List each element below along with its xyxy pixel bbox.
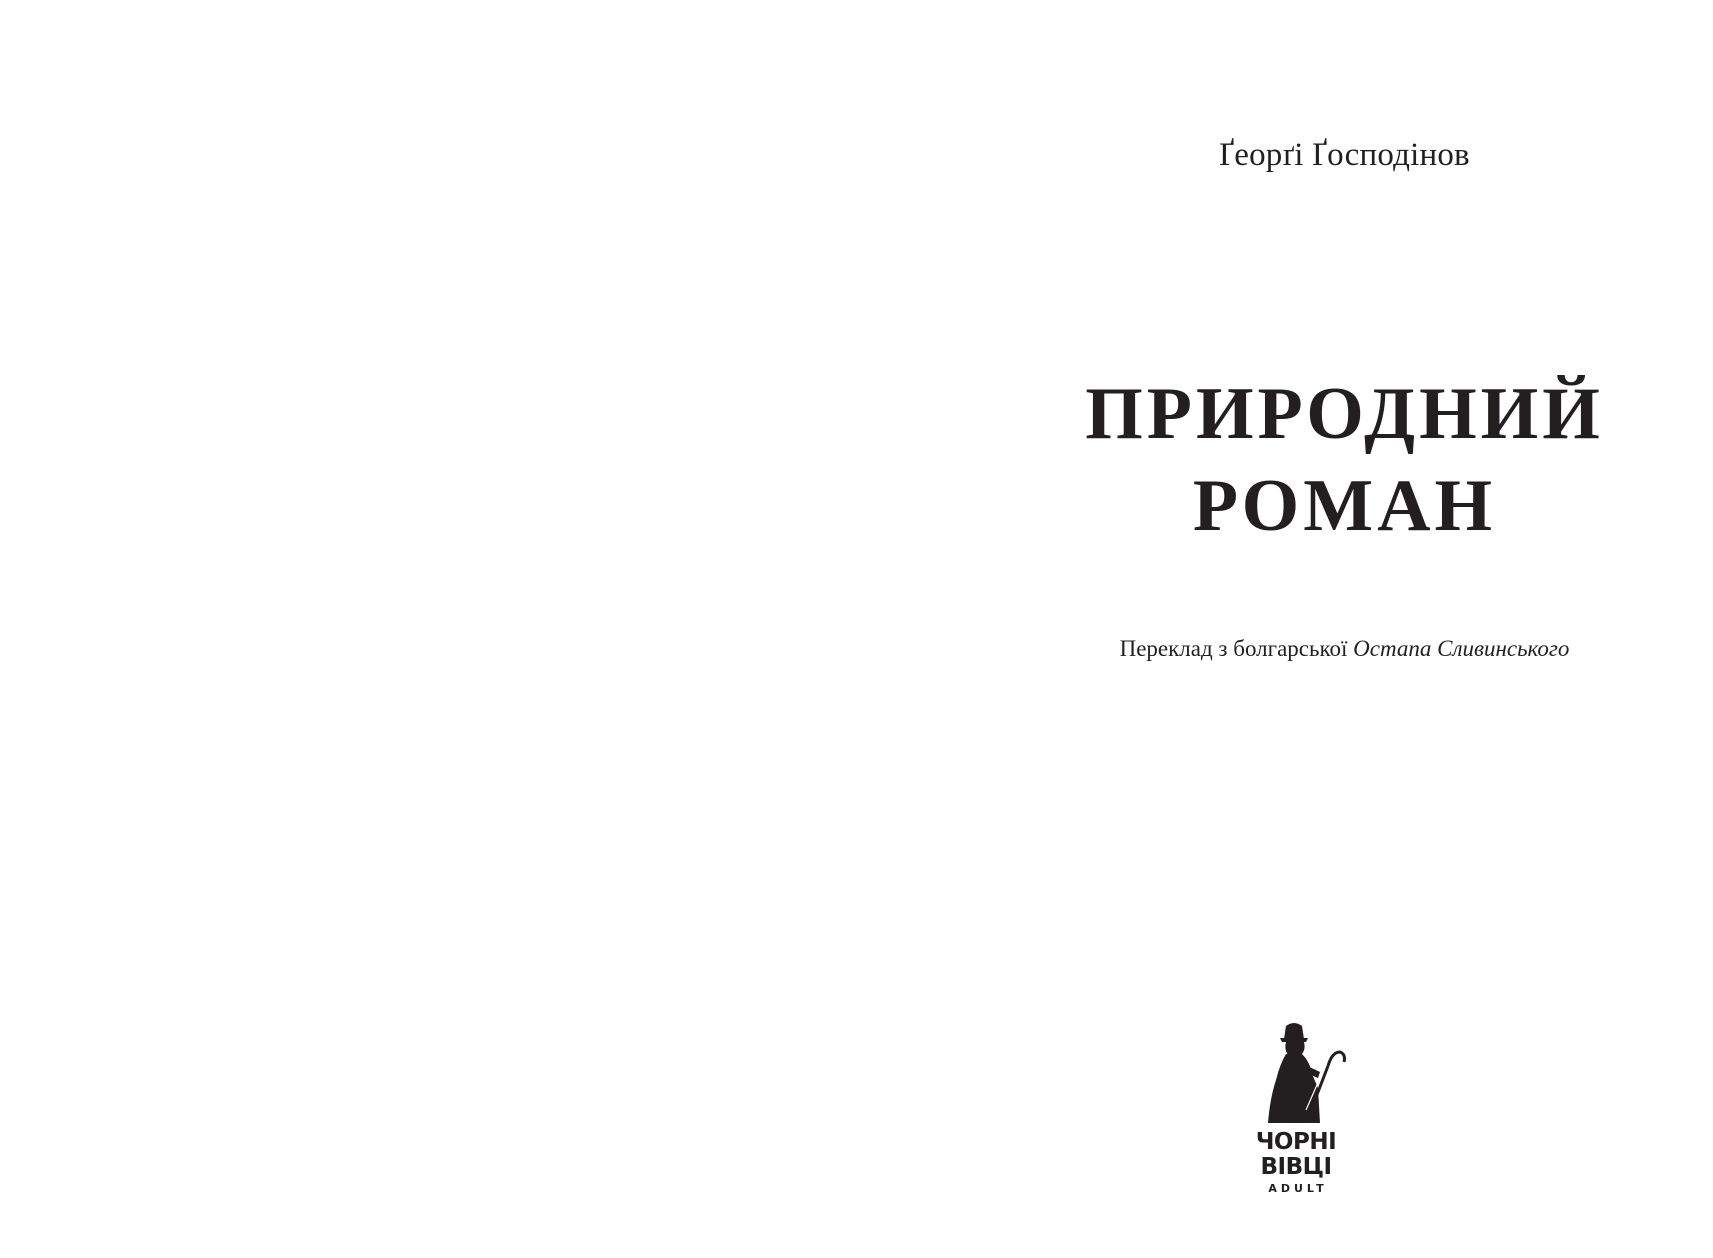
left-page-blank: [0, 0, 856, 1258]
shepherd-with-crook-icon: [1246, 1018, 1346, 1130]
book-title-line1: ПРИРОДНИЙ: [1085, 373, 1604, 455]
logo-text-line3: ADULT: [1268, 1182, 1328, 1195]
book-title-line2: РОМАН: [1192, 465, 1497, 547]
logo-text-line1: ЧОРНІ: [1255, 1129, 1337, 1155]
translator-name: Остапа Сливинського: [1353, 636, 1570, 661]
title-page: [856, 0, 1713, 1258]
publisher-logo: [1246, 1018, 1366, 1208]
logo-text-line2: ВІВЦІ: [1260, 1154, 1332, 1180]
book-title: [856, 368, 1713, 552]
author-name: Ґеорґі Ґосподінов: [1219, 137, 1470, 173]
translator-credit: [856, 636, 1713, 662]
translator-prefix: Переклад з болгарської: [1119, 636, 1348, 661]
